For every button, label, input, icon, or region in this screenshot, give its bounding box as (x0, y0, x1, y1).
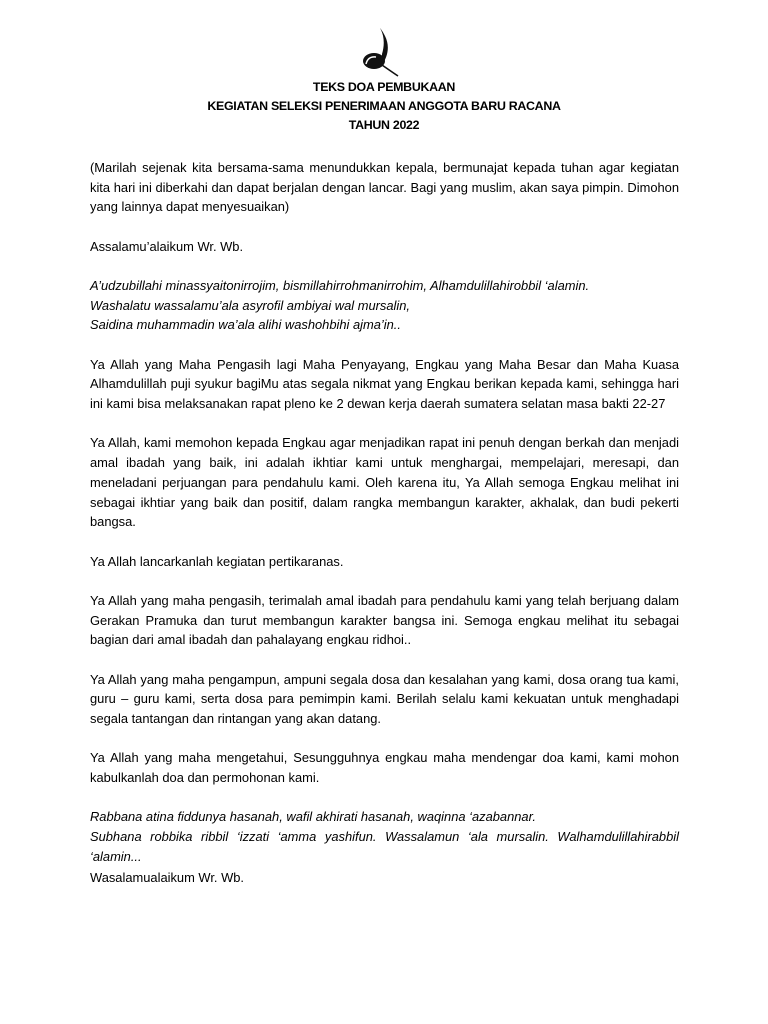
closing-prayer-line: Subhana robbika ribbil ‘izzati ‘amma yashifun. Wassalamun ‘ala mursalin. Walhamdulillahirabbil ‘alamin... (90, 828, 679, 864)
prayer-paragraph: Ya Allah yang maha mengetahui, Sesungguhnya engkau maha mendengar doa kami, kami mohon kabulkanlah doa dan permohonan kami. (90, 750, 679, 785)
title-line-3: TAHUN 2022 (348, 118, 420, 132)
prayer-paragraph: Ya Allah yang Maha Pengasih lagi Maha Penyayang, Engkau yang Maha Besar dan Maha Kuasa Alhamdulillah puji syukur bagiMu atas segala nikmat yang Engkau berikan kepada kami, sehingga hari ini kami bisa melaksanakan rapat pleno ke 2 dewan kerja daerah sumatera selatan masa bakti 22-27 (90, 356, 679, 412)
document-title (0, 78, 768, 135)
closing-prayer-line: Rabbana atina fiddunya hasanah, wafil akhirati hasanah, waqinna ‘azabannar. (90, 809, 536, 825)
prayer-paragraph: Ya Allah, kami memohon kepada Engkau agar menjadikan rapat ini penuh dengan berkah dan menjadi amal ibadah yang baik, ini adalah ikhtiar kami untuk menghargai, mempelajari, meresapi, dan meneladani perjuangan para pendahulu kami. Oleh karena itu, Ya Allah semoga Engkau melihat ini sebagai ikhtiar yang baik dan positif, dalam rangka membangun karakter, akhalak, dan budi pekerti bangsa. (90, 435, 679, 530)
prayer-paragraph: Ya Allah yang maha pengampun, ampuni segala dosa dan kesalahan yang kami, dosa orang tua kami, guru – guru kami, serta dosa para pemimpin kami. Berilah selalu kami kekuatan untuk menghadapi segala tantangan dan rintangan yang akan datang. (90, 671, 679, 726)
opening-prayer (90, 276, 679, 335)
prayer-paragraph: Ya Allah yang maha pengasih, terimalah amal ibadah para pendahulu kami yang telah berjuang dalam Gerakan Pramuka dan turut membangun karakter bangsa ini. Semoga engkau melihat itu sebagai bagian dari amal ibadah dan pahalayang engkau ridhoi.. (90, 592, 679, 648)
opening-prayer-line: A’udzubillahi minassyaitonirrojim, bismillahirrohmanirrohim, Alhamdulillahirobbil ‘alamin. (90, 278, 590, 293)
document-body (90, 158, 679, 886)
opening-prayer-line: Saidina muhammadin wa’ala alihi washohbihi ajma’in.. (90, 317, 401, 333)
prayer-paragraph: Ya Allah lancarkanlah kegiatan pertikaranas. (90, 553, 344, 569)
salam-closing: Wasalamualaikum Wr. Wb. (90, 870, 245, 885)
closing-prayer (90, 807, 679, 866)
title-line-2: KEGIATAN SELEKSI PENERIMAAN ANGGOTA BARU RACANA (207, 99, 561, 113)
intro-paragraph: (Marilah sejenak kita bersama-sama menundukkan kepala, bermunajat kepada tuhan agar kegiatan kita hari ini diberkahi dan dapat berjalan dengan lancar. Bagi yang muslim, akan saya pimpin. Dimohon yang lainnya dapat menyesuaikan) (90, 160, 679, 215)
tunas-kelapa-logo (360, 26, 404, 78)
opening-prayer-line: Washalatu wassalamu’ala asyrofil ambiyai wal mursalin, (90, 297, 411, 313)
title-line-1: TEKS DOA PEMBUKAAN (312, 80, 456, 94)
salam-opening: Assalamu’alaikum Wr. Wb. (90, 238, 244, 254)
